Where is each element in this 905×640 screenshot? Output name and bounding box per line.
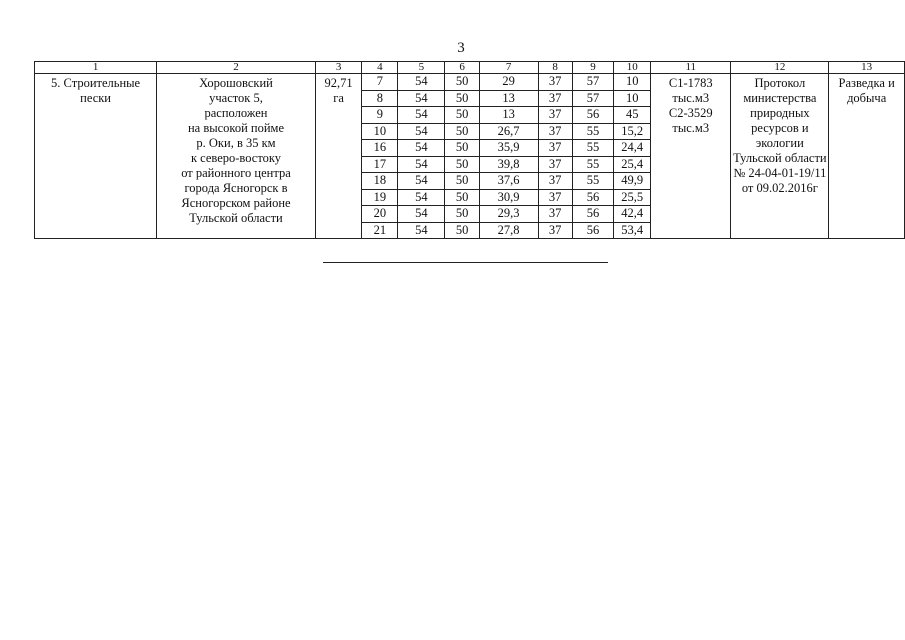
point-value: 10 [362,123,398,140]
column-header-4: 4 [362,62,398,74]
point-value: 10 [614,74,651,91]
point-value: 55 [572,140,614,157]
point-value: 26,7 [479,123,538,140]
location-text: Хорошовский участок 5, расположен на высокой пойме р. Оки, в 35 км к северо-востоку от районного центра города Ясногорск в Ясногорском районе Тульской области [181,76,291,225]
point-value: 30,9 [479,189,538,206]
purpose-text: Разведка и добыча [838,76,895,105]
area-text: 92,71 га [324,76,353,105]
point-value: 13 [479,90,538,107]
point-value: 37 [538,222,572,239]
point-value: 29,3 [479,206,538,223]
point-value: 55 [572,173,614,190]
point-value: 10 [614,90,651,107]
point-value: 54 [398,74,445,91]
point-value: 17 [362,156,398,173]
column-header-2: 2 [157,62,316,74]
point-value: 21 [362,222,398,239]
table-row [35,74,905,91]
column-header-3: 3 [315,62,361,74]
column-header-1: 1 [35,62,157,74]
point-value: 50 [445,107,479,124]
purpose-cell [829,74,905,239]
point-value: 54 [398,107,445,124]
column-header-8: 8 [538,62,572,74]
point-value: 25,4 [614,156,651,173]
column-header-5: 5 [398,62,445,74]
point-value: 29 [479,74,538,91]
point-value: 54 [398,189,445,206]
point-value: 54 [398,156,445,173]
point-value: 9 [362,107,398,124]
point-value: 27,8 [479,222,538,239]
point-value: 37 [538,140,572,157]
point-value: 54 [398,173,445,190]
point-value: 54 [398,222,445,239]
point-value: 50 [445,74,479,91]
point-value: 56 [572,222,614,239]
point-value: 37,6 [479,173,538,190]
point-value: 53,4 [614,222,651,239]
mineral-cell [35,74,157,239]
point-value: 50 [445,140,479,157]
point-value: 37 [538,90,572,107]
license-table [34,61,905,239]
point-value: 35,9 [479,140,538,157]
point-value: 49,9 [614,173,651,190]
column-header-12: 12 [731,62,829,74]
point-value: 20 [362,206,398,223]
point-value: 50 [445,189,479,206]
page-number: 3 [457,40,465,56]
point-value: 37 [538,189,572,206]
separator-line [323,262,608,263]
protocol-cell [731,74,829,239]
column-header-11: 11 [651,62,731,74]
point-value: 56 [572,206,614,223]
point-value: 50 [445,173,479,190]
point-value: 37 [538,107,572,124]
point-value: 37 [538,74,572,91]
point-value: 25,5 [614,189,651,206]
point-value: 57 [572,90,614,107]
point-value: 8 [362,90,398,107]
point-value: 50 [445,123,479,140]
point-value: 16 [362,140,398,157]
point-value: 39,8 [479,156,538,173]
point-value: 54 [398,206,445,223]
point-value: 54 [398,90,445,107]
header-row [35,62,905,74]
point-value: 54 [398,123,445,140]
point-value: 42,4 [614,206,651,223]
point-value: 7 [362,74,398,91]
mineral-text: 5. Строительные пески [51,76,141,105]
point-value: 45 [614,107,651,124]
point-value: 57 [572,74,614,91]
column-header-13: 13 [829,62,905,74]
column-header-10: 10 [614,62,651,74]
point-value: 13 [479,107,538,124]
point-value: 37 [538,156,572,173]
reserves-cell [651,74,731,239]
column-header-6: 6 [445,62,479,74]
point-value: 50 [445,90,479,107]
point-value: 50 [445,206,479,223]
point-value: 15,2 [614,123,651,140]
point-value: 54 [398,140,445,157]
area-cell [315,74,361,239]
location-cell [157,74,316,239]
point-value: 55 [572,156,614,173]
point-value: 56 [572,189,614,206]
point-value: 24,4 [614,140,651,157]
protocol-text: Протокол министерства природных ресурсов и экологии Тульской области № 24-04-01-19/11 от 09.02.2016г [733,76,827,195]
point-value: 37 [538,173,572,190]
point-value: 55 [572,123,614,140]
point-value: 50 [445,222,479,239]
point-value: 18 [362,173,398,190]
reserves-text: С1-1783 тыс.м3 С2-3529 тыс.м3 [668,76,713,135]
column-header-7: 7 [479,62,538,74]
column-header-9: 9 [572,62,614,74]
point-value: 19 [362,189,398,206]
point-value: 56 [572,107,614,124]
point-value: 37 [538,206,572,223]
point-value: 50 [445,156,479,173]
point-value: 37 [538,123,572,140]
